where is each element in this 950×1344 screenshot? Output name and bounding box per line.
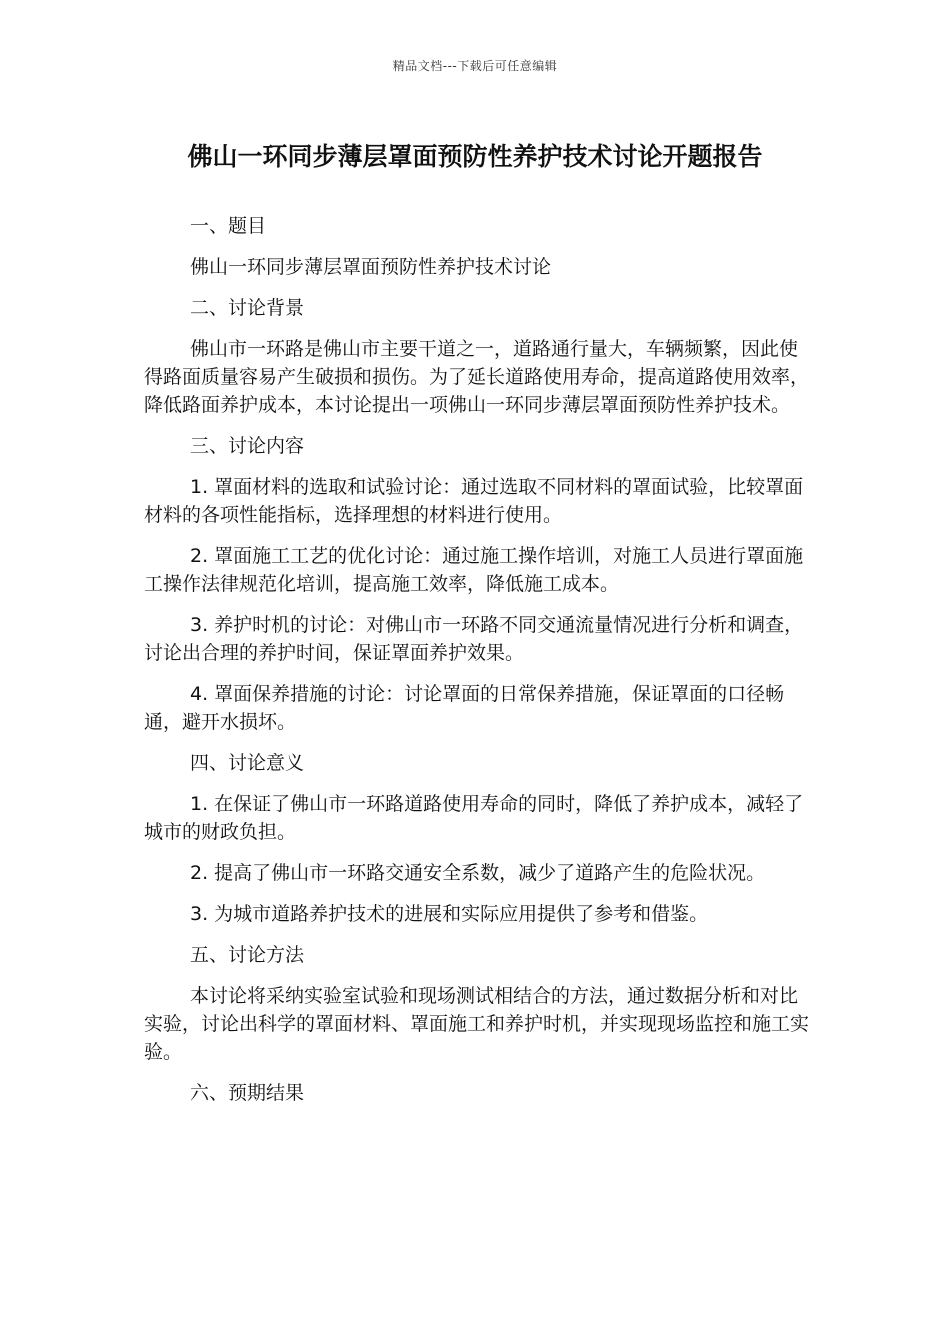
content-item-4: 4. 罩面保养措施的讨论：讨论罩面的日常保养措施，保证罩面的口径畅通，避开水损坏。 (144, 683, 785, 733)
section-heading-significance: 四、讨论意义 (190, 752, 305, 774)
header-note: 精品文档---下载后可任意编辑 (392, 59, 558, 73)
content-item-1: 1. 罩面材料的选取和试验讨论：通过选取不同材料的罩面试验，比较罩面材料的各项性能指标，选择理想的材料进行使用。 (144, 476, 804, 526)
section-heading-method: 五、讨论方法 (190, 944, 305, 966)
content-item-3: 3. 养护时机的讨论：对佛山市一环路不同交通流量情况进行分析和调查，讨论出合理的养护时间，保证罩面养护效果。 (144, 614, 804, 664)
significance-item-2: 2. 提高了佛山市一环路交通安全系数，减少了道路产生的危险状况。 (190, 862, 766, 884)
content-item-2: 2. 罩面施工工艺的优化讨论：通过施工操作培训，对施工人员进行罩面施工操作法律规范化培训，提高施工效率，降低施工成本。 (144, 545, 804, 595)
section-heading-topic: 一、题目 (190, 215, 267, 237)
section-heading-background: 二、讨论背景 (190, 297, 305, 319)
document-body (144, 212, 814, 1120)
background-paragraph: 佛山市一环路是佛山市主要干道之一，道路通行量大，车辆频繁，因此使得路面质量容易产生破损和损伤。为了延长道路使用寿命，提高道路使用效率，降低路面养护成本，本讨论提出一项佛山一环同步薄层罩面预防性养护技术。 (144, 338, 810, 416)
method-paragraph: 本讨论将采纳实验室试验和现场测试相结合的方法，通过数据分析和对比实验，讨论出科学的罩面材料、罩面施工和养护时机，并实现现场监控和施工实验。 (144, 985, 810, 1063)
section-heading-expected-results: 六、预期结果 (190, 1082, 305, 1104)
topic-text: 佛山一环同步薄层罩面预防性养护技术讨论 (190, 256, 552, 278)
significance-item-3: 3. 为城市道路养护技术的进展和实际应用提供了参考和借鉴。 (190, 903, 709, 925)
document-title: 佛山一环同步薄层罩面预防性养护技术讨论开题报告 (187, 142, 763, 171)
significance-item-1: 1. 在保证了佛山市一环路道路使用寿命的同时，降低了养护成本，减轻了城市的财政负担。 (144, 793, 804, 843)
section-heading-content: 三、讨论内容 (190, 435, 305, 457)
